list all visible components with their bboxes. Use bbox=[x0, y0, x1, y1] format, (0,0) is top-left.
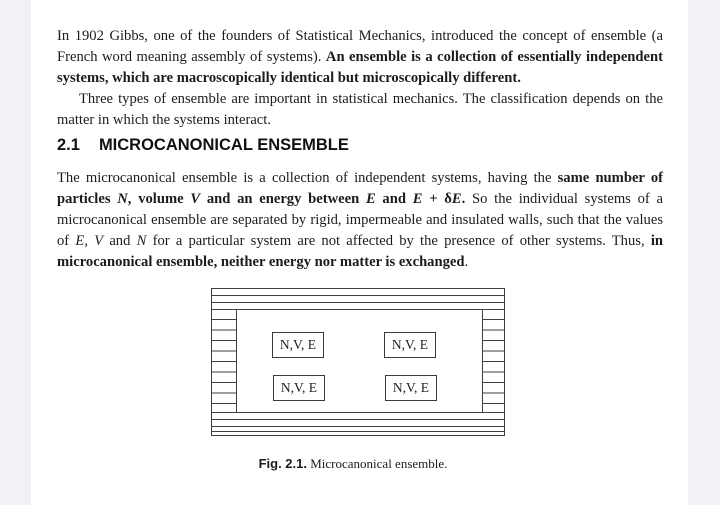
body-text: The microcanonical ensemble is a collection of independent systems, having the bbox=[57, 170, 558, 186]
outer-wall-rect bbox=[212, 289, 505, 436]
intro-normal-text: In 1902 Gibbs, one of the founders of Statistical Mechanics, introduced the concept of ensemble (a French word meaning assembly of systems). bbox=[57, 28, 663, 65]
document-page bbox=[31, 0, 688, 505]
system-box-1: N,V, E bbox=[272, 332, 324, 358]
math-symbol-V: V bbox=[94, 233, 104, 249]
math-symbol-V: V bbox=[190, 191, 201, 207]
math-symbol-E: E bbox=[451, 191, 462, 207]
section-title: MICROCANONICAL ENSEMBLE bbox=[98, 136, 349, 154]
intro-bold-text: An ensemble is a collection of essentially independent systems, which are macroscopically identical but microscopically different. bbox=[57, 49, 663, 86]
body-text: and bbox=[103, 233, 137, 249]
body-text: for a particular system are not affected by the presence of other systems. Thus, bbox=[146, 233, 651, 249]
ensemble-diagram bbox=[211, 288, 505, 436]
paragraph-three-types: Three types of ensemble are important in statistical mechanics. The classification depends on the matter in which the systems interact. bbox=[57, 91, 663, 128]
system-box-4: N,V, E bbox=[385, 375, 437, 401]
body-text-bold: in microcanonical ensemble, neither energy nor matter is exchanged bbox=[57, 233, 663, 270]
paragraph-microcanonical bbox=[57, 168, 663, 273]
section-number: 2.1 bbox=[57, 136, 80, 154]
body-text-bold: , volume bbox=[127, 191, 191, 207]
body-text-bold: and bbox=[375, 191, 413, 207]
system-box-2: N,V, E bbox=[384, 332, 436, 358]
body-text-bold: same number of particles bbox=[57, 170, 663, 207]
body-text-bold: . bbox=[461, 191, 466, 207]
figure-caption-text: Microcanonical ensemble. bbox=[306, 456, 448, 471]
figure-caption-label: Fig. 2.1. bbox=[258, 456, 307, 471]
body-text: So the individual systems of a microcanonical ensemble are separated by rigid, impermeable and insulated walls, such that the values of bbox=[57, 191, 663, 249]
section-heading bbox=[57, 135, 663, 156]
math-symbol-E: E bbox=[365, 191, 376, 207]
math-symbol-N: N bbox=[136, 233, 147, 249]
text-column bbox=[57, 0, 663, 273]
math-symbol-E: E bbox=[75, 233, 85, 249]
body-text: . bbox=[464, 254, 469, 270]
paragraph-intro bbox=[57, 26, 663, 89]
body-text-bold: and an energy between bbox=[200, 191, 366, 207]
body-text-bold: + δ bbox=[422, 191, 452, 207]
figure-caption bbox=[153, 456, 553, 472]
system-box-3: N,V, E bbox=[273, 375, 325, 401]
math-symbol-E: E bbox=[412, 191, 423, 207]
figure-microcanonical-ensemble bbox=[211, 288, 505, 436]
math-symbol-N: N bbox=[117, 191, 128, 207]
body-text: , bbox=[84, 233, 95, 249]
